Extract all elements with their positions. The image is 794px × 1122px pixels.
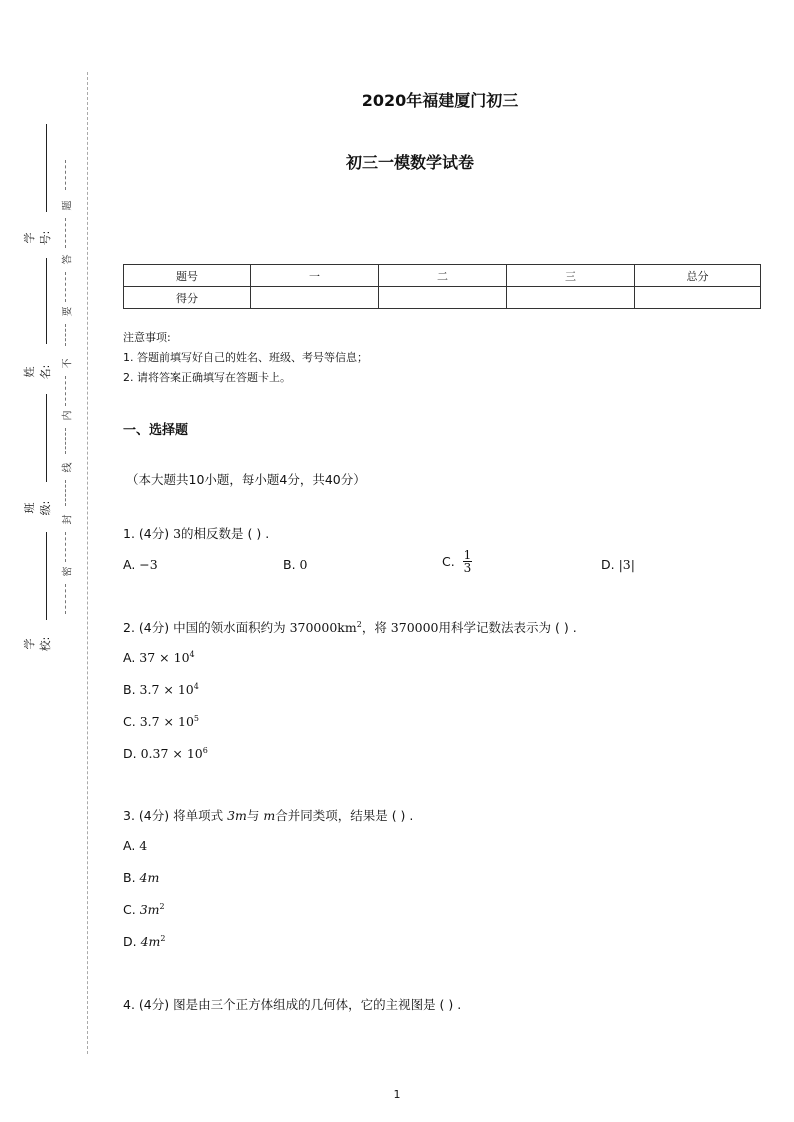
option-c[interactable]: C. $3.7 \times 10^5$ <box>123 714 199 730</box>
option-a[interactable]: A. $37 \times 10^4$ <box>123 650 195 666</box>
seal-char: 封 <box>62 514 74 525</box>
option-b[interactable]: B. $3.7 \times 10^4$ <box>123 682 199 698</box>
option-d[interactable]: D. $4m^2$ <box>123 934 166 950</box>
seal-char: 内 <box>62 410 74 421</box>
notes-heading: 注意事项: <box>123 331 171 344</box>
school-label: 学校: <box>23 636 52 652</box>
score-cell[interactable] <box>251 287 379 309</box>
question-4: 4. (4分) 图是由三个正方体组成的几何体，它的主视图是 ( ) . <box>123 997 462 1012</box>
table-cell: 题号 <box>124 265 251 287</box>
option-b[interactable]: B. 4m <box>123 870 160 885</box>
table-cell: 总分 <box>635 265 761 287</box>
section-title: 一、选择题 <box>123 423 189 438</box>
score-cell[interactable] <box>507 287 635 309</box>
student-id-line <box>46 124 47 212</box>
class-line <box>46 394 47 482</box>
name-label: 姓名: <box>23 364 52 380</box>
student-id-label: 学号: <box>23 230 52 246</box>
seal-char: 题 <box>62 200 74 211</box>
seal-char: 线 <box>62 462 74 473</box>
notes-item: 1. 答题前填写好自己的姓名、班级、考号等信息； <box>123 351 368 364</box>
score-table <box>123 264 761 309</box>
question-1: 1. (4分) 3的相反数是 ( ) . <box>123 526 270 541</box>
exam-notes <box>123 328 368 388</box>
name-line <box>46 258 47 344</box>
class-label: 班级: <box>23 500 52 516</box>
seal-line-notice <box>58 160 74 620</box>
option-d[interactable]: D. |3| <box>601 557 635 572</box>
option-c[interactable]: C. $3m^2$ <box>123 902 165 918</box>
score-cell[interactable] <box>635 287 761 309</box>
binding-fold-line <box>87 72 88 1054</box>
fraction: $\frac{1}{3}$ <box>463 548 472 575</box>
option-b[interactable]: B. 0 <box>283 557 308 572</box>
seal-char: 答 <box>62 254 74 265</box>
exam-subtitle: 初三一模数学试卷 <box>345 153 474 172</box>
table-cell: 得分 <box>124 287 251 309</box>
table-row <box>124 265 761 287</box>
seal-char: 密 <box>62 566 74 577</box>
table-cell: 一 <box>251 265 379 287</box>
option-a[interactable]: A. 4 <box>123 838 148 853</box>
table-row <box>124 287 761 309</box>
question-2: 2. (4分) 中国的领水面积约为 $370000km^2$，将 370000用科学记数法表示为 ( ) . <box>123 619 577 635</box>
seal-char: 不 <box>62 358 74 369</box>
school-line <box>46 532 47 620</box>
exam-title: 2020年福建厦门初三 <box>361 91 519 110</box>
table-cell: 三 <box>507 265 635 287</box>
question-3: 3. (4分) 将单项式 3m与 m合并同类项，结果是 ( ) . <box>123 808 414 823</box>
option-d[interactable]: D. $0.37 \times 10^6$ <box>123 746 208 762</box>
table-cell: 二 <box>379 265 507 287</box>
notes-item: 2. 请将答案正确填写在答题卡上。 <box>123 371 291 384</box>
option-c[interactable]: C. $\frac{1}{3}$ <box>442 548 472 575</box>
score-cell[interactable] <box>379 287 507 309</box>
section-info: （本大题共10小题，每小题4分，共40分） <box>126 472 366 487</box>
seal-char: 要 <box>62 306 74 317</box>
option-a[interactable]: A. −3 <box>123 557 158 572</box>
page-number: 1 <box>393 1088 401 1101</box>
